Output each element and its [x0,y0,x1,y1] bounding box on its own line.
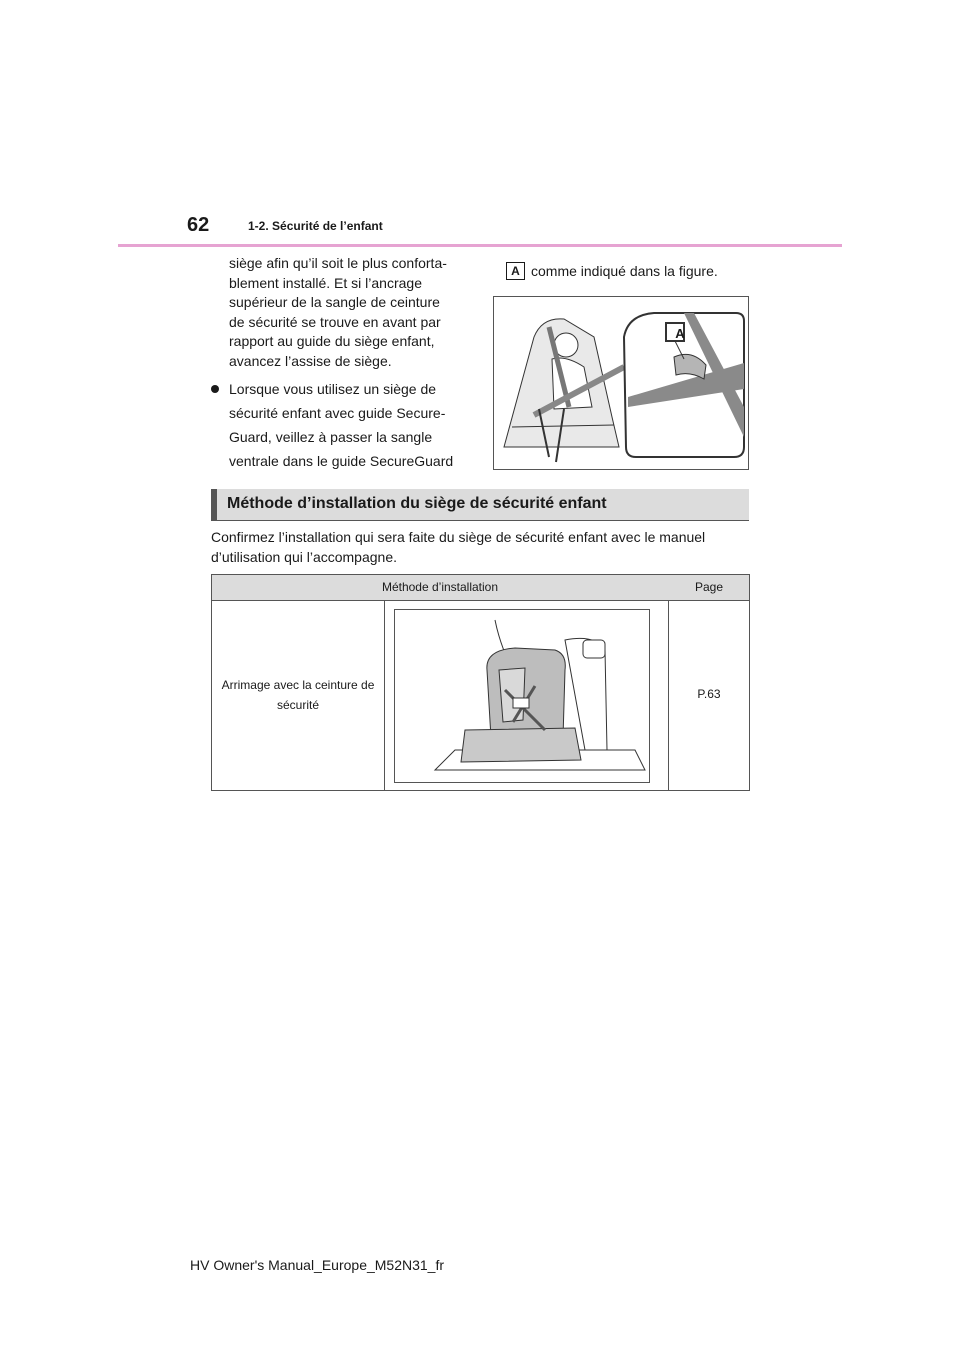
paragraph-line: de sécurité se trouve en avant par [229,313,441,330]
column-header-page: Page [694,580,724,594]
bullet-line: ventrale dans le guide SecureGuard [229,453,454,469]
column-header-method: Méthode d’installation [381,580,499,594]
figure-caption [506,262,718,280]
bullet-dot-icon [211,385,219,393]
callout-label: A [506,262,525,280]
caption-text: comme indiqué dans la figure. [531,263,718,279]
body-paragraph [229,254,479,371]
secureguard-illustration [493,296,749,470]
paragraph-line: avancez l’assise de siège. [229,352,392,369]
method-line: sécurité [276,698,320,712]
header-rule [118,244,842,247]
child-booster-seat-drawing [494,297,748,469]
intro-line: Confirmez l’installation qui sera faite du siège de sécurité enfant avec le manuel [211,529,706,545]
child-seat-drawing [395,610,649,782]
bullet-line: Lorsque vous utilisez un siège de [229,381,437,397]
page-number: 62 [187,214,210,236]
column-divider [384,601,385,790]
heading-accent-bar [211,489,217,521]
bullet-line: Guard, veillez à passer la sangle [229,429,433,445]
paragraph-line: siège afin qu’il soit le plus conforta- [229,255,447,271]
bullet-line: sécurité enfant avec guide Secure- [229,405,446,421]
table-cell-method [212,675,384,715]
intro-line: d’utilisation qui l’accompagne. [211,549,397,565]
figure-callout-A: A [675,326,685,341]
section-title: Méthode d’installation du siège de sécurité enfant [227,495,607,512]
paragraph-line: rapport au guide du siège enfant, [229,333,435,349]
bullet-item [211,377,481,473]
footer-text: HV Owner's Manual_Europe_M52N31_fr [190,1257,445,1273]
installation-table [211,574,750,791]
paragraph-line: blement installé. Et si l’ancrage [229,274,422,291]
method-line: Arrimage avec la ceinture de [221,678,375,692]
table-header-row [212,575,749,601]
seat-belt-installation-illustration [394,609,650,783]
running-head: 1-2. Sécurité de l’enfant [248,219,383,233]
table-cell-page: P.63 [697,687,721,701]
paragraph-line: supérieur de la sangle de ceinture [229,294,440,310]
intro-paragraph [211,527,751,567]
section-heading [211,489,749,521]
